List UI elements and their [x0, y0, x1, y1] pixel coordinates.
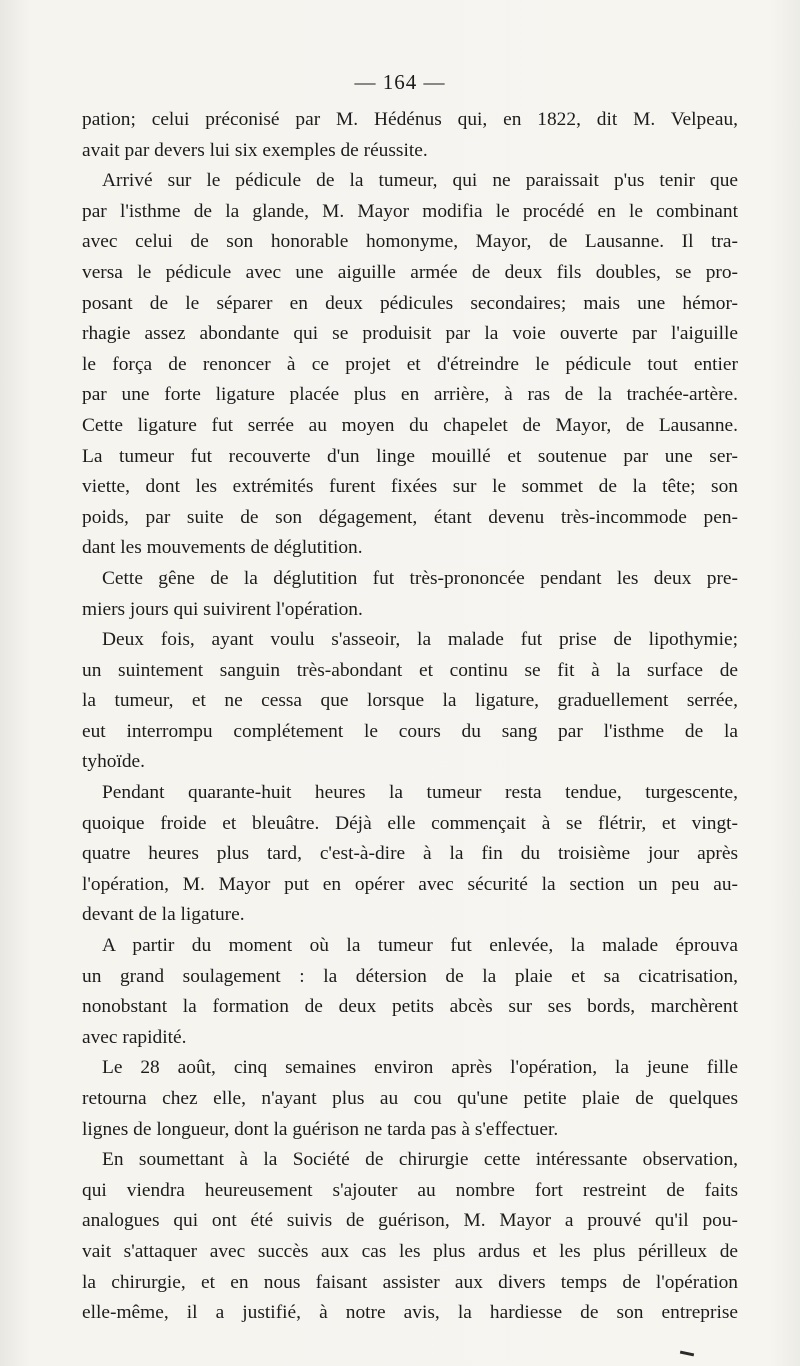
text-line: l'opération, M. Mayor put en opérer avec sécurité la section un peu au-: [82, 873, 738, 895]
text-line: dant les mouvements de déglutition.: [82, 537, 363, 559]
text-line: quoique froide et bleuâtre. Déjà elle commençait à se flétrir, et vingt-: [82, 812, 738, 834]
text-line: rhagie assez abondante qui se produisit par la voie ouverte par l'aiguille: [82, 323, 738, 345]
text-line: Arrivé sur le pédicule de la tumeur, qui ne paraissait p'us tenir que: [102, 170, 738, 192]
text-line: posant de le séparer en deux pédicules secondaires; mais une hémor-: [82, 292, 738, 314]
text-line: elle-même, il a justifié, à notre avis, la hardiesse de son entreprise: [82, 1302, 738, 1324]
text-line: qui viendra heureusement s'ajouter au nombre fort restreint de faits: [82, 1179, 738, 1201]
text-line: analogues qui ont été suivis de guérison, M. Mayor a prouvé qu'il pou-: [82, 1210, 738, 1232]
text-line: Pendant quarante-huit heures la tumeur resta tendue, turgescente,: [102, 782, 738, 804]
text-line: En soumettant à la Société de chirurgie cette intéressante observation,: [102, 1149, 738, 1171]
body-text: [82, 105, 738, 1329]
text-line: La tumeur fut recouverte d'un linge mouillé et soutenue par une ser-: [82, 445, 738, 467]
text-line: Cette gêne de la déglutition fut très-prononcée pendant les deux pre-: [102, 567, 738, 589]
text-line: vait s'attaquer avec succès aux cas les plus ardus et les plus périlleux de: [82, 1240, 738, 1262]
text-line: avec celui de son honorable homonyme, Mayor, de Lausanne. Il tra-: [82, 231, 738, 253]
text-line: poids, par suite de son dégagement, étant devenu très-incommode pen-: [82, 506, 738, 528]
text-line: A partir du moment où la tumeur fut enlevée, la malade éprouva: [102, 935, 738, 957]
text-line: un grand soulagement : la détersion de la plaie et sa cicatrisation,: [82, 965, 738, 987]
text-line: par une forte ligature placée plus en arrière, à ras de la trachée-artère.: [82, 384, 738, 406]
page-number: — 164 —: [354, 70, 446, 94]
text-line: Cette ligature fut serrée au moyen du chapelet de Mayor, de Lausanne.: [82, 414, 738, 436]
text-line: le força de renoncer à ce projet et d'étreindre le pédicule tout entier: [82, 353, 738, 375]
text-line: la chirurgie, et en nous faisant assister aux divers temps de l'opération: [82, 1271, 738, 1293]
text-line: devant de la ligature.: [82, 904, 245, 926]
text-line: nonobstant la formation de deux petits abcès sur ses bords, marchèrent: [82, 996, 738, 1018]
text-line: quatre heures plus tard, c'est-à-dire à la fin du troisième jour après: [82, 843, 738, 865]
text-line: tyhoïde.: [82, 751, 146, 773]
text-line: miers jours qui suivirent l'opération.: [82, 598, 363, 620]
text-line: Deux fois, ayant voulu s'asseoir, la malade fut prise de lipothymie;: [102, 629, 738, 651]
text-line: avec rapidité.: [82, 1026, 187, 1048]
text-line: la tumeur, et ne cessa que lorsque la ligature, graduellement serrée,: [82, 690, 738, 712]
text-line: eut interrompu complétement le cours du sang par l'isthme de la: [82, 720, 738, 742]
text-line: par l'isthme de la glande, M. Mayor modifia le procédé en le combinant: [82, 200, 738, 222]
margin-mark: [680, 1351, 694, 1357]
text-line: un suintement sanguin très-abondant et continu se fit à la surface de: [82, 659, 738, 681]
text-line: lignes de longueur, dont la guérison ne tarda pas à s'effectuer.: [82, 1118, 559, 1140]
text-line: Le 28 août, cinq semaines environ après l'opération, la jeune fille: [102, 1057, 738, 1079]
text-line: viette, dont les extrémités furent fixées sur le sommet de la tête; son: [82, 476, 738, 498]
text-line: retourna chez elle, n'ayant plus au cou qu'une petite plaie de quelques: [82, 1088, 738, 1109]
text-line: pation; celui préconisé par M. Hédénus qui, en 1822, dit M. Velpeau,: [82, 109, 738, 130]
text-line: versa le pédicule avec une aiguille armée de deux fils doubles, se pro-: [82, 261, 738, 283]
text-line: avait par devers lui six exemples de réussite.: [82, 139, 428, 161]
